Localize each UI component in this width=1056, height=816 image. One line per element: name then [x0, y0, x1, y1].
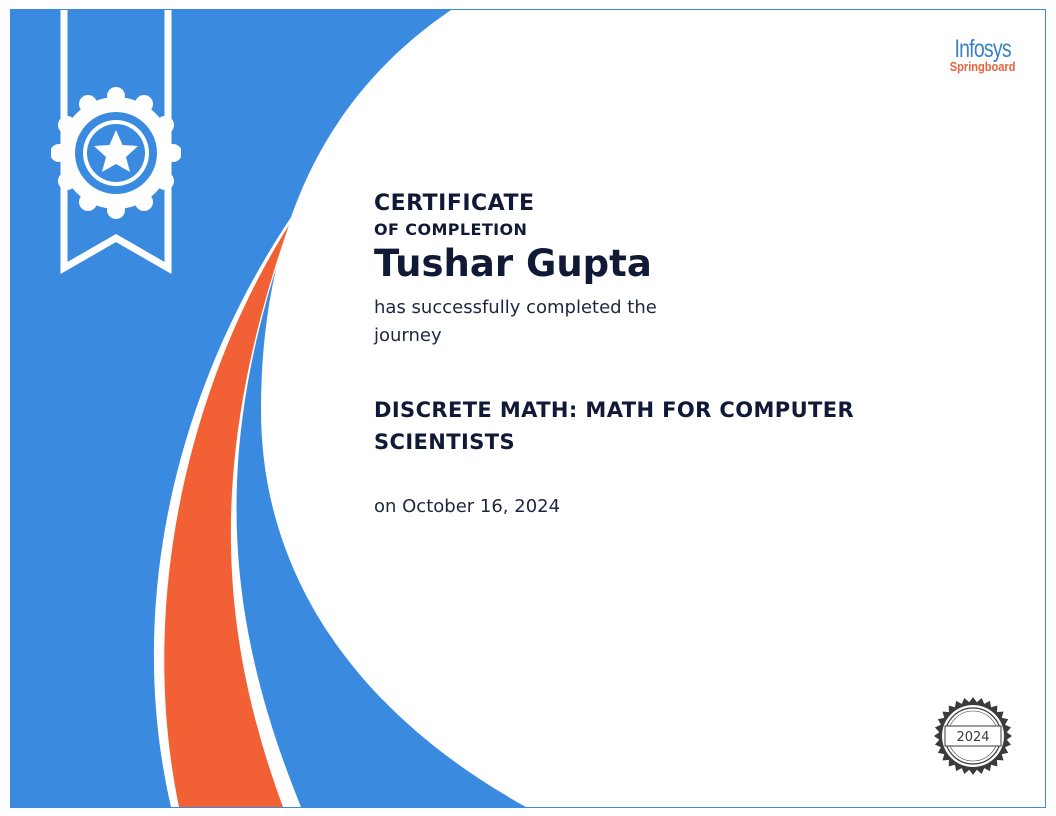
- logo-subbrand: Springboard: [949, 59, 1016, 74]
- certificate: [10, 9, 1046, 808]
- infosys-springboard-logo: [944, 37, 1021, 73]
- seal-year: 2024: [956, 730, 990, 745]
- course-title: DISCRETE MATH: MATH FOR COMPUTER SCIENTISTS: [374, 397, 855, 454]
- recipient-name: Tushar Gupta: [374, 242, 652, 286]
- completion-statement: has successfully completed the journey: [374, 296, 657, 346]
- completion-date: on October 16, 2024: [374, 495, 561, 517]
- logo-wordmark: Infosys: [954, 35, 1011, 63]
- year-seal-icon: [933, 696, 1013, 776]
- certificate-body: [374, 191, 934, 517]
- award-ribbon-icon: [51, 10, 181, 275]
- certificate-subtitle: OF COMPLETION: [374, 220, 528, 240]
- certificate-title: CERTIFICATE: [374, 191, 535, 216]
